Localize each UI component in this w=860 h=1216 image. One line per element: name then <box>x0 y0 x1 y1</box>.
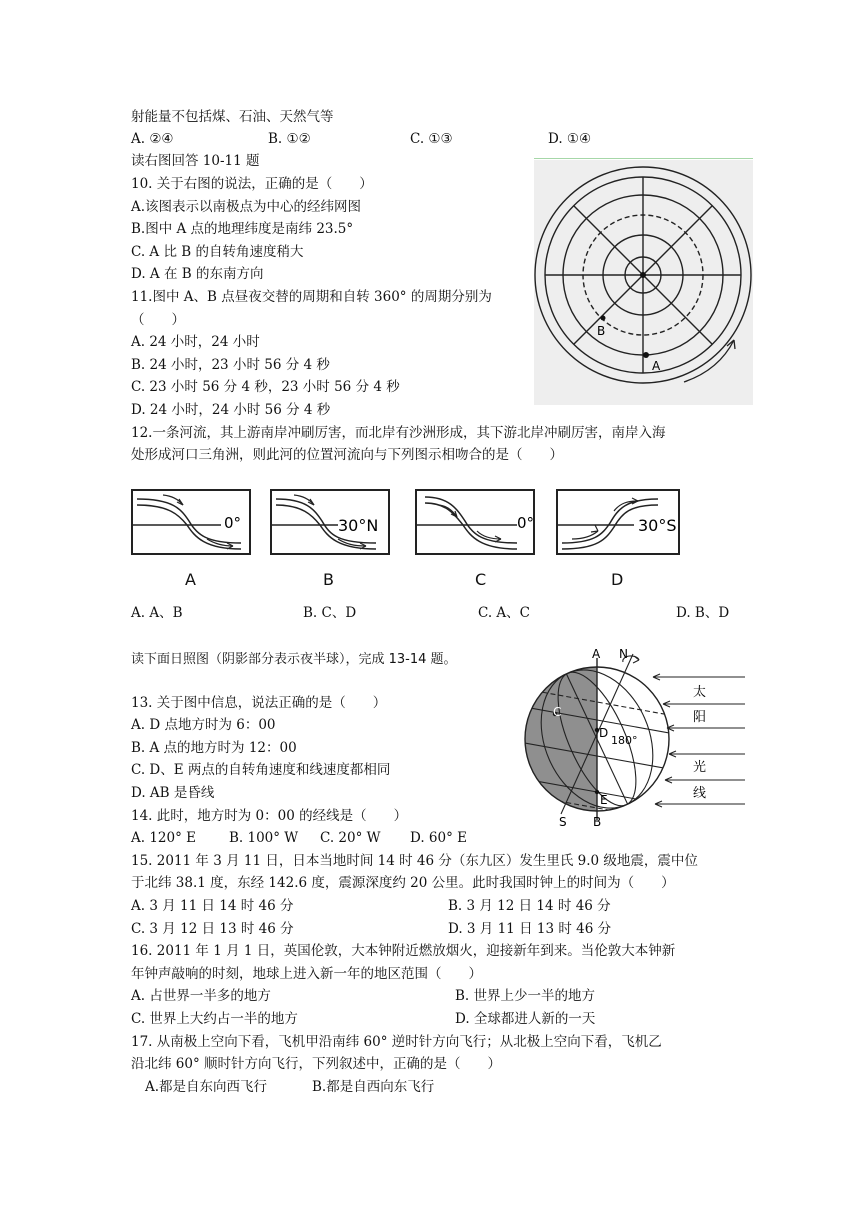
daylight-globe-svg <box>515 644 760 829</box>
q16-option-c: C. 世界上大约占一半的地方 <box>131 1011 298 1027</box>
q13-option-a: A. D 点地方时为 6：00 <box>131 717 276 733</box>
q9-option-c: C. ①③ <box>410 131 453 147</box>
globe-label-180: 180° <box>611 734 638 747</box>
q11-option-d: D. 24 小时，24 小时 56 分 4 秒 <box>131 402 331 418</box>
river-diagram-a <box>131 489 251 555</box>
q13-stem: 13. 关于图中信息，说法正确的是（ ） <box>131 695 387 711</box>
label-b: B <box>597 324 606 338</box>
q17-line1: 17. 从南极上空向下看，飞机甲沿南纬 60° 逆时针方向飞行；从北极上空向下看，飞机乙 <box>131 1034 662 1050</box>
q11-stem: 11.图中 A、B 点昼夜交替的周期和自转 360° 的周期分别为 <box>131 289 492 305</box>
river-diagram-b-svg <box>272 491 388 553</box>
sun-word-2: 阳 <box>693 710 707 725</box>
river-diagram-a-svg <box>133 491 249 553</box>
q11-option-b: B. 24 小时，23 小时 56 分 4 秒 <box>131 357 330 373</box>
q15-option-d: D. 3 月 11 日 13 时 46 分 <box>448 921 612 937</box>
river-diagram-d-svg <box>558 491 678 553</box>
q16-option-a: A. 占世界一半多的地方 <box>131 988 271 1004</box>
q9-option-b: B. ①② <box>268 131 311 147</box>
q14-option-d: D. 60° E <box>410 830 467 846</box>
q12-option-c: C. A、C <box>478 605 531 621</box>
q14-option-b: B. 100° W <box>229 830 299 846</box>
globe-label-d: D <box>599 726 609 740</box>
globe-label-e: E <box>600 793 608 807</box>
globe-label-a: A <box>592 647 601 661</box>
read-instruction-13-14: 读下面日照图（阴影部分表示夜半球），完成 13-14 题。 <box>131 652 457 667</box>
q12-option-a: A. A、B <box>131 605 183 621</box>
globe-label-b: B <box>593 815 602 829</box>
night-hemisphere <box>525 667 597 811</box>
intro-line: 射能量不包括煤、石油、天然气等 <box>131 109 334 125</box>
q13-option-d: D. AB 是昏线 <box>131 785 215 801</box>
point-b-marker <box>601 316 606 321</box>
daylight-globe-figure <box>515 644 760 829</box>
q15-option-c: C. 3 月 12 日 13 时 46 分 <box>131 921 294 937</box>
q9-option-a: A. ②④ <box>131 131 174 147</box>
q16-option-b: B. 世界上少一半的地方 <box>455 988 596 1004</box>
q10-option-a: A.该图表示以南极点为中心的经纬网图 <box>131 199 362 215</box>
q12-option-d: D. B、D <box>676 605 730 621</box>
q14-stem: 14. 此时，地方时为 0：00 的经线是（ ） <box>131 808 408 824</box>
q13-option-b: B. A 点的地方时为 12：00 <box>131 740 297 756</box>
sun-word-4: 线 <box>693 786 707 801</box>
point-a-marker <box>643 352 649 358</box>
q15-option-a: A. 3 月 11 日 14 时 46 分 <box>131 898 294 914</box>
q10-option-d: D. A 在 B 的东南方向 <box>131 266 264 282</box>
q11-option-a: A. 24 小时，24 小时 <box>131 334 260 350</box>
q15-line1: 15. 2011 年 3 月 11 日，日本当地时间 14 时 46 分（东九区）发生里氏 9.0 级地震，震中位 <box>131 853 698 869</box>
river-diagram-c-letter: C <box>475 570 487 589</box>
polar-grid-figure <box>534 160 753 405</box>
globe-label-n: N <box>619 647 628 661</box>
sun-word-3: 光 <box>693 760 707 775</box>
read-instruction-10-11: 读右图回答 10-11 题 <box>131 153 260 169</box>
q9-option-d: D. ①④ <box>548 131 592 147</box>
globe-label-s: S <box>559 815 567 829</box>
q11-option-c: C. 23 小时 56 分 4 秒，23 小时 56 分 4 秒 <box>131 379 400 395</box>
q15-option-b: B. 3 月 12 日 14 时 46 分 <box>448 898 611 914</box>
river-c-lat: 0° <box>517 514 533 532</box>
q10-stem: 10. 关于右图的说法，正确的是（ ） <box>131 176 373 192</box>
label-a: A <box>652 359 661 373</box>
q14-option-a: A. 120° E <box>131 830 196 846</box>
q16-option-d: D. 全球都进人新的一天 <box>455 1011 596 1027</box>
q16-line2: 年钟声敲响的时刻，地球上进入新一年的地区范围（ ） <box>131 966 482 982</box>
q11-stem-bracket: （ ） <box>131 312 185 328</box>
q13-option-c: C. D、E 两点的自转角速度和线速度都相同 <box>131 762 391 778</box>
polar-grid-svg <box>534 160 753 405</box>
river-diagram-d-letter: D <box>611 570 624 589</box>
river-diagram-b <box>270 489 390 555</box>
river-diagram-d <box>556 489 680 555</box>
sun-word-1: 太 <box>693 685 707 700</box>
river-diagram-c-svg <box>417 491 533 553</box>
q17-option-a: A.都是自东向西飞行 <box>145 1079 268 1095</box>
q17-option-b: B.都是自西向东飞行 <box>312 1079 435 1095</box>
q10-option-c: C. A 比 B 的自转角速度稍大 <box>131 244 304 260</box>
q12-line2: 处形成河口三角洲，则此河的位置河流向与下列图示相吻合的是（ ） <box>131 447 563 463</box>
river-diagram-c <box>415 489 535 555</box>
q16-line1: 16. 2011 年 1 月 1 日，英国伦敦，大本钟附近燃放烟火，迎接新年到来。当伦敦大本钟新 <box>131 943 676 959</box>
q10-option-b: B.图中 A 点的地理纬度是南纬 23.5° <box>131 221 354 237</box>
river-d-lat: 30°S <box>638 516 677 535</box>
figure-top-rule <box>534 158 753 159</box>
river-diagram-a-letter: A <box>185 570 196 589</box>
river-diagram-b-letter: B <box>323 570 334 589</box>
river-a-lat: 0° <box>224 514 242 532</box>
q12-line1: 12.一条河流，其上游南岸冲刷厉害，而北岸有沙洲形成，其下游北岸冲刷厉害，南岸入海 <box>131 425 666 441</box>
river-b-lat: 30°N <box>338 516 379 535</box>
q17-line2: 沿北纬 60° 顺时针方向飞行，下列叙述中，正确的是（ ） <box>131 1056 502 1072</box>
q14-option-c: C. 20° W <box>320 830 381 846</box>
globe-label-c: C <box>553 705 562 719</box>
q12-option-b: B. C、D <box>303 605 357 621</box>
q15-line2: 于北纬 38.1 度，东经 142.6 度，震源深度约 20 公里。此时我国时钟上的时间为（ ） <box>131 875 675 891</box>
